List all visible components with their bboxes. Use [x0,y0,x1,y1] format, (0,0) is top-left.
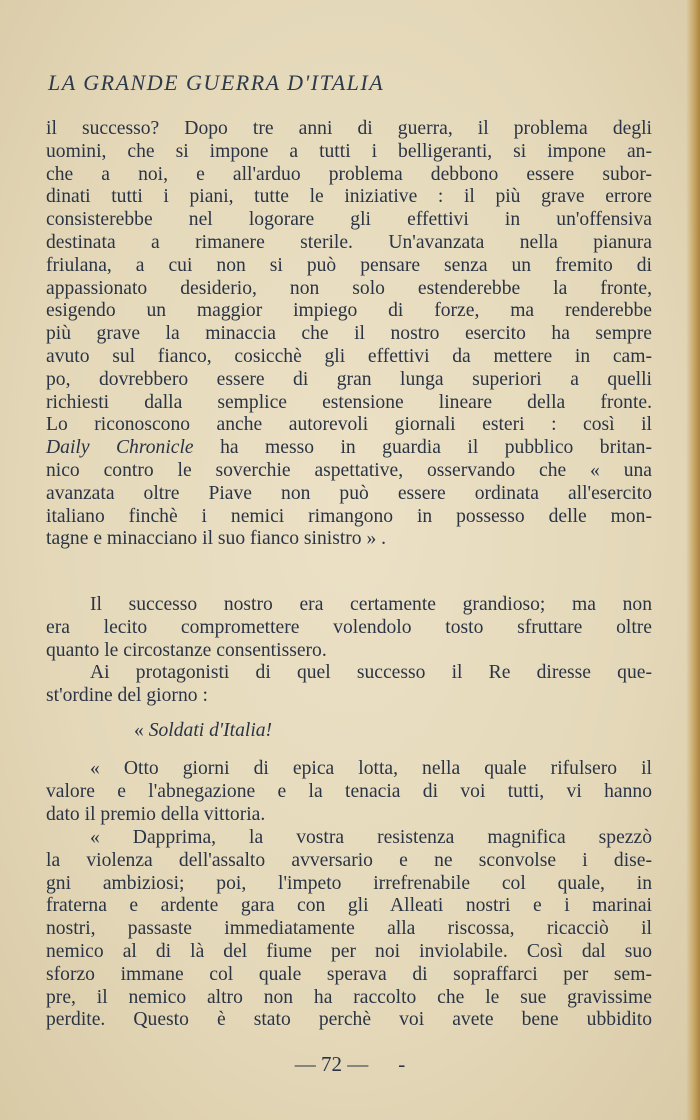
text-line: era lecito compromettere volendolo tosto sfruttare oltre [46,616,652,638]
text-line: più grave la minaccia che il nostro esercito ha sempre [46,323,652,345]
text-line: st'ordine del giorno : [46,685,208,707]
newspaper-title: Daily Chronicle [46,437,194,459]
text-line: nemico al di là del fiume per noi inviolabile. Così dal suo [46,940,652,962]
text-line: Il successo nostro era certamente grandioso; ma non [90,594,652,615]
text-line: fraterna e ardente gara con gli Alleati nostri e i marinai [46,895,652,917]
text-line: richiesti dalla semplice estensione lineare della fronte. [46,391,652,413]
text-line: consisterebbe nel logorare gli effettivi in un'offensiva [46,209,652,231]
page-number [0,1052,700,1077]
running-head: LA GRANDE GUERRA D'ITALIA [48,70,385,95]
text-line-daily-chronicle [46,437,652,460]
text-line: Ai protagonisti di quel successo il Re diresse que- [90,662,652,684]
salutation-text: Soldati d'Italia! [148,720,273,741]
text-line: avanzata oltre Piave non può essere ordinata all'esercito [46,482,652,504]
text-line: friulana, a cui non si può pensare senza un fremito di [46,254,652,276]
text-line: Lo riconoscono anche autorevoli giornali esteri : così il [46,414,652,436]
text-line: appassionato desiderio, non solo estenderebbe la fronte, [46,277,652,299]
salutation-line [46,720,652,743]
text-line: il successo? Dopo tre anni di guerra, il problema degli [46,118,652,139]
text-line: italiano finchè i nemici rimangono in possesso delle mon- [46,505,652,527]
page-edge [686,0,700,1120]
text-line: po, dovrebbero essere di gran lunga superiori a quelli [46,368,652,390]
text-line: uomini, che si impone a tutti i belligeranti, si impone an- [46,140,652,162]
text-line: esigendo un maggior impiego di forze, ma renderebbe [46,300,652,322]
text-line: valore e l'abnegazione e la tenacia di voi tutti, vi hanno [46,780,652,802]
text-fragment: ha messo in guardia il pubblico britan- [193,437,652,459]
paragraph-1 [46,118,652,551]
text-line: sforzo immane col quale sperava di sopraffarci per sem- [46,963,652,985]
paragraph-2 [46,594,652,708]
page-number-text: — 72 — [294,1052,369,1076]
text-line: la violenza dell'assalto avversario e ne sconvolse i dise- [46,849,652,871]
paragraph-3 [46,758,652,826]
folio-mark: - [398,1052,406,1076]
text-line: che a noi, e all'arduo problema debbono essere subor- [46,163,652,185]
text-line: nico contro le soverchie aspettative, osservando che « una [46,459,652,481]
text-line: tagne e minacciano il suo fianco sinistro » . [46,528,387,550]
paragraph-4 [46,827,652,1032]
text-line: perdite. Questo è stato perchè voi avete bene ubbidito [46,1009,652,1031]
quote-mark: « [134,720,149,741]
text-line: « Dapprima, la vostra resistenza magnifica spezzò [90,827,652,848]
text-line: avuto sul fianco, cosicchè gli effettivi da mettere in cam- [46,345,652,367]
text-line: « Otto giorni di epica lotta, nella quale rifulsero il [90,758,652,779]
text-line: gni ambiziosi; poi, l'impeto irrefrenabile col quale, in [46,872,652,894]
text-line: destinata a rimanere sterile. Un'avanzata nella pianura [46,231,652,253]
text-line: nostri, passaste immediatamente alla riscossa, ricacciò il [46,918,652,940]
salutation [46,720,652,743]
text-line: pre, il nemico altro non ha raccolto che le sue gravissime [46,986,652,1008]
text-line: dinati tutti i piani, tutte le iniziative : il più grave errore [46,186,652,208]
text-line: dato il premio della vittoria. [46,803,266,825]
text-line: quanto le circostanze consentissero. [46,639,327,661]
